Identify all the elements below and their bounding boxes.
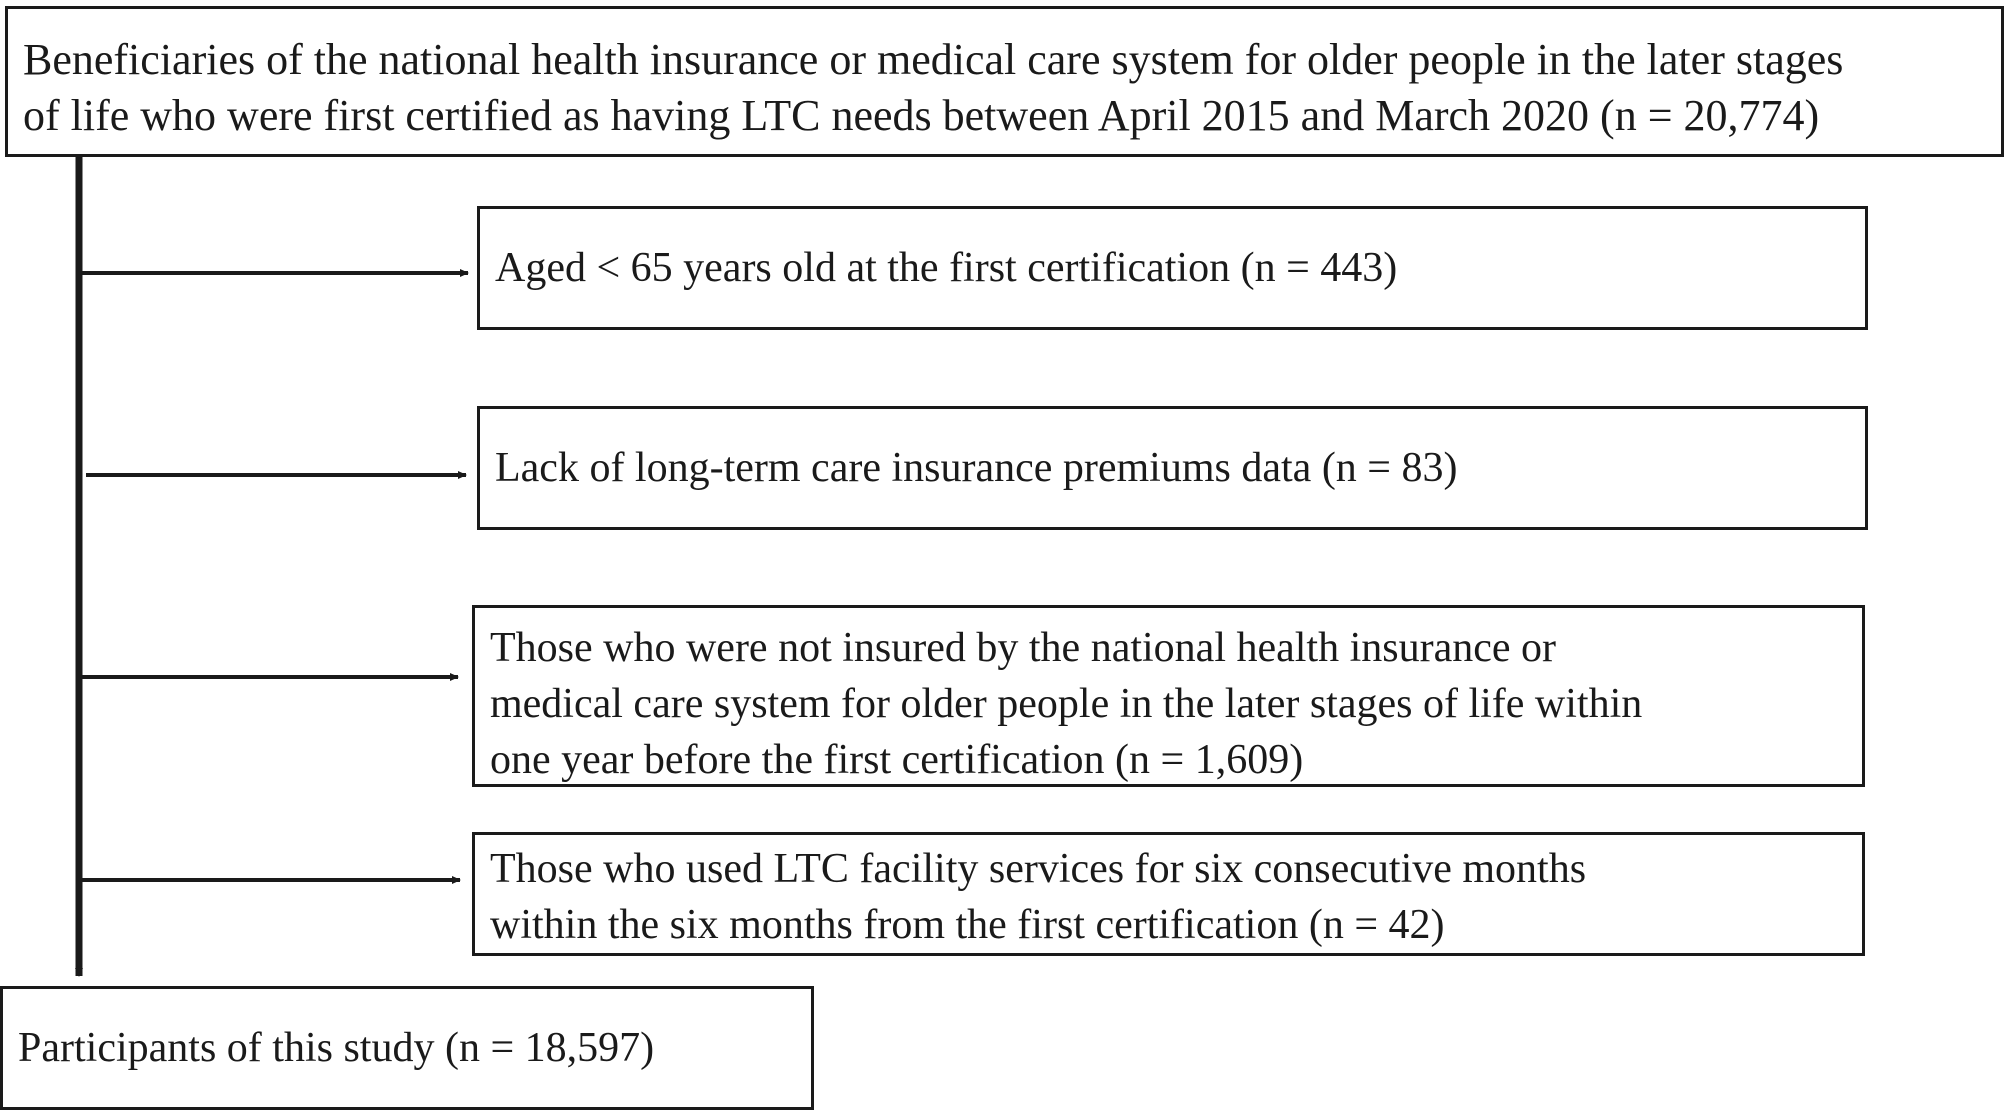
- exclusion-box-facility-services: [472, 832, 1865, 956]
- source-population-line-2: of life who were first certified as having LTC needs between April 2015 and March 2020 (n = 20,774): [23, 91, 1820, 140]
- participants-box: [0, 986, 814, 1110]
- exclusion-not-insured-line-1: Those who were not insured by the national health insurance or: [490, 625, 1557, 671]
- exclusion-premiums-text: Lack of long-term care insurance premiums data (n = 83): [495, 445, 1458, 491]
- exclusion-box-not-insured: [472, 605, 1865, 787]
- exclusion-box-age: [477, 206, 1868, 330]
- exclusion-box-premiums: [477, 406, 1868, 530]
- participants-text: Participants of this study (n = 18,597): [18, 1025, 655, 1071]
- source-population-line-1: Beneficiaries of the national health insurance or medical care system for older people in the later stages: [23, 35, 1844, 84]
- exclusion-not-insured-line-2: medical care system for older people in the later stages of life within: [490, 681, 1643, 727]
- exclusion-not-insured-line-3: one year before the first certification (n = 1,609): [490, 737, 1304, 783]
- exclusion-age-text: Aged < 65 years old at the first certification (n = 443): [495, 245, 1398, 291]
- exclusion-facility-line-2: within the six months from the first certification (n = 42): [490, 902, 1445, 948]
- exclusion-facility-line-1: Those who used LTC facility services for six consecutive months: [490, 846, 1587, 892]
- source-population-box: [5, 6, 2004, 157]
